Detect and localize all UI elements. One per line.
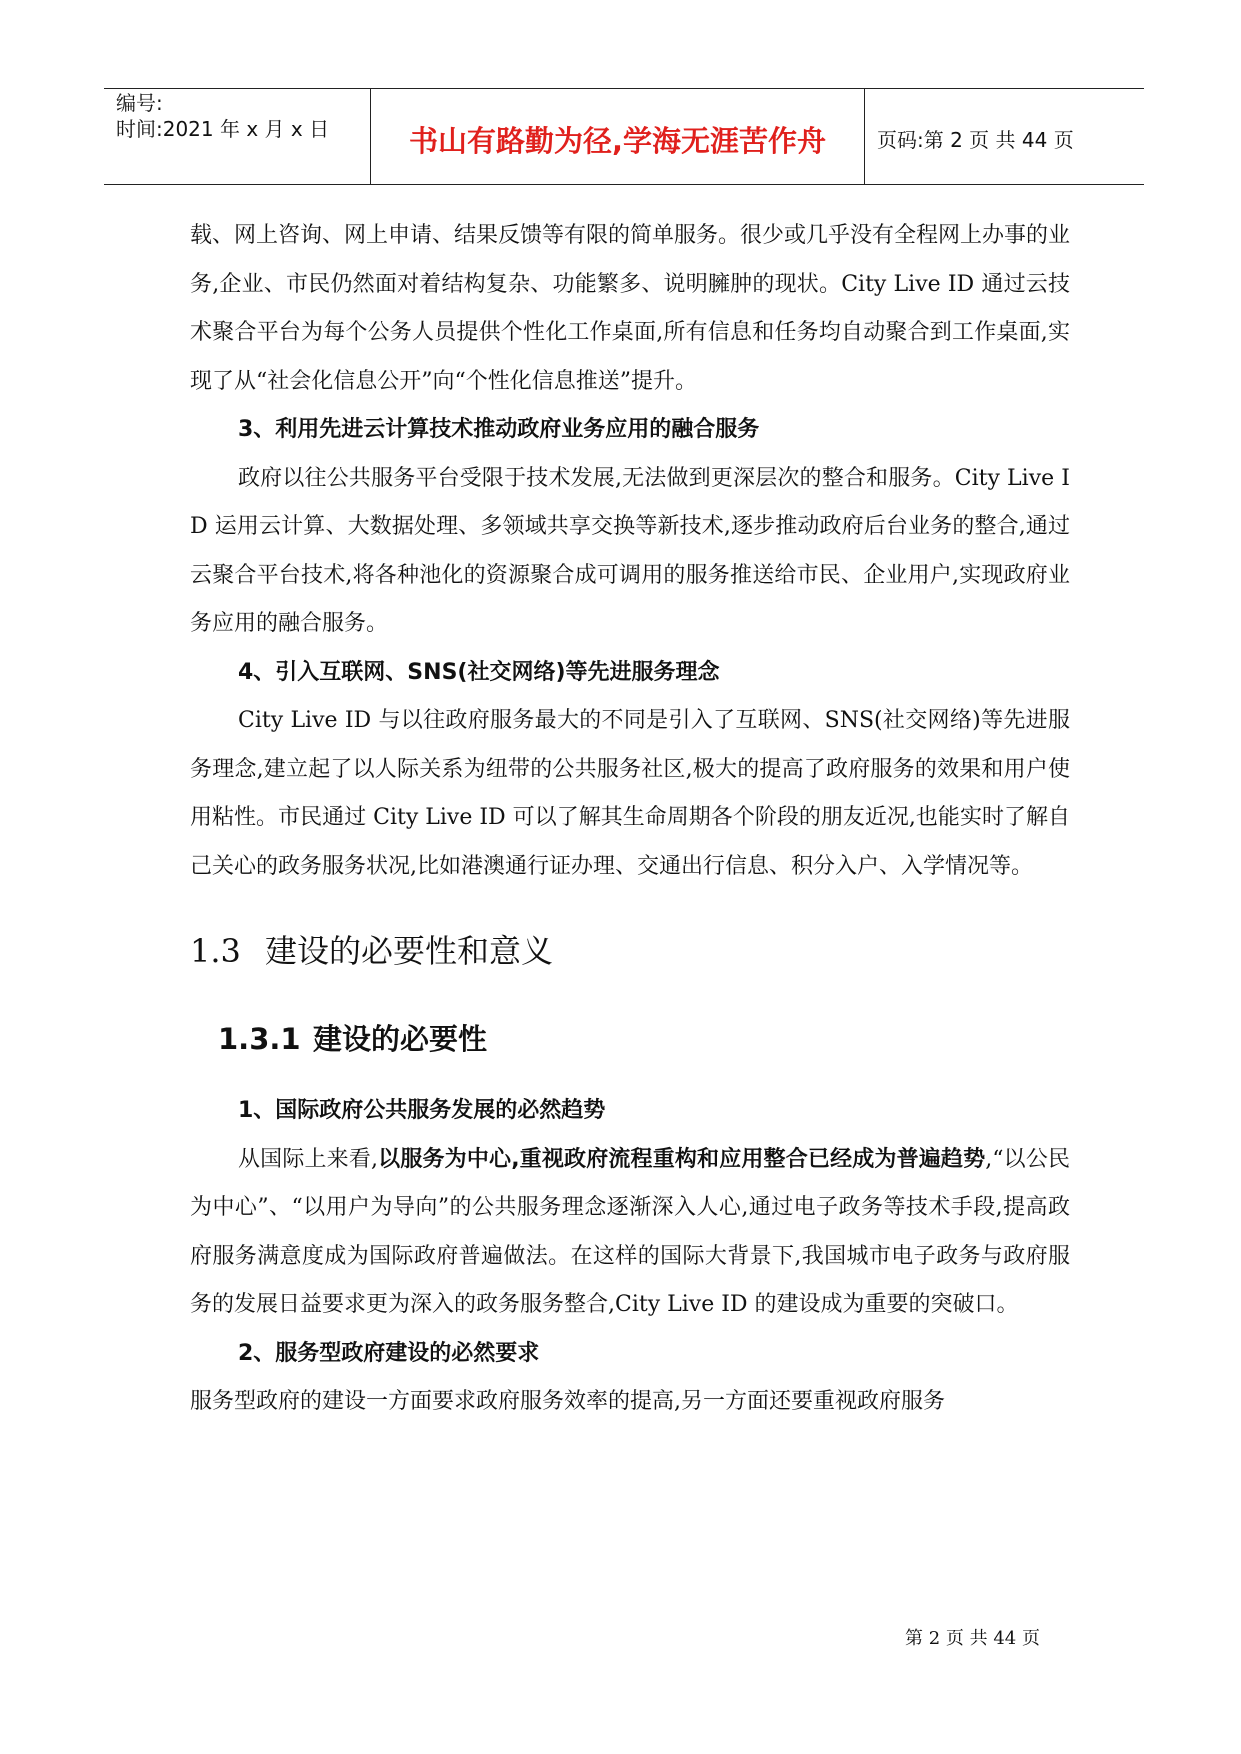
emphasis-text: 以服务为中心,重视政府流程重构和应用整合已经成为普遍趋势 xyxy=(378,1146,986,1172)
document-number-label: 编号: xyxy=(116,91,163,115)
subsection-number: 1.3.1 xyxy=(218,1022,301,1056)
header-motto: 书山有路勤为径,学海无涯苦作舟 xyxy=(408,124,827,158)
section-heading-1-3 xyxy=(190,921,1070,981)
paragraph-service-government: 服务型政府的建设一方面要求政府服务效率的提高,另一方面还要重视政府服务 xyxy=(190,1389,945,1414)
document-body xyxy=(190,212,1070,1427)
page-header xyxy=(104,88,1144,185)
subheading-2: 2、服务型政府建设的必然要求 xyxy=(238,1340,540,1366)
document-time-label: 时间:2021 年 x 月 x 日 xyxy=(116,117,330,141)
header-page-info: 页码:第 2 页 共 44 页 xyxy=(877,128,1074,152)
section-number: 1.3 xyxy=(190,932,241,970)
subheading-1: 1、国际政府公共服务发展的必然趋势 xyxy=(238,1098,606,1123)
header-page-cell xyxy=(865,89,1144,184)
subsection-title: 建设的必要性 xyxy=(313,1022,488,1056)
paragraph-continuation: 载、网上咨询、网上申请、结果反馈等有限的简单服务。很少或几乎没有全程网上办事的业务,企业、市民仍然面对着结构复杂、功能繁多、说明臃肿的现状。City Live ID 通过云技术聚合平台为每个公务人员提供个性化工作桌面,所有信息和任务均自动聚合到工作桌面,实现了从“社会化信息公开”向“个性化信息推送”提升。 xyxy=(190,223,1071,394)
header-meta-cell xyxy=(104,89,370,184)
subsection-heading-1-3-1 xyxy=(218,1009,1070,1069)
paragraph-sns: City Live ID 与以往政府服务最大的不同是引入了互联网、SNS(社交网络)等先进服务理念,建立起了以人际关系为纽带的公共服务社区,极大的提高了政府服务的效果和用户使用粘性。市民通过 City Live ID 可以了解其生命周期各个阶段的朋友近况,也能实时了解自己关心的政务服务状况,比如港澳通行证办理、交通出行信息、积分入户、入学情况等。 xyxy=(190,708,1070,879)
header-motto-cell xyxy=(370,89,865,184)
subheading-4: 4、引入互联网、SNS(社交网络)等先进服务理念 xyxy=(238,659,720,685)
paragraph-international-trend: 从国际上来看,以服务为中心,重视政府流程重构和应用整合已经成为普遍趋势,“以公民为中心”、“以用户为导向”的公共服务理念逐渐深入人心,通过电子政务等技术手段,提高政府服务满意度成为国际政府普遍做法。在这样的国际大背景下,我国城市电子政务与政府服务的发展日益要求更为深入的政务服务整合,City Live ID 的建设成为重要的突破口。 xyxy=(190,1146,1070,1317)
subheading-3: 3、利用先进云计算技术推动政府业务应用的融合服务 xyxy=(238,417,760,442)
page-footer: 第 2 页 共 44 页 xyxy=(905,1628,1040,1649)
section-title: 建设的必要性和意义 xyxy=(265,932,554,970)
paragraph-cloud-computing: 政府以往公共服务平台受限于技术发展,无法做到更深层次的整合和服务。City Live ID 运用云计算、大数据处理、多领域共享交换等新技术,逐步推动政府后台业务的整合,通过云聚合平台技术,将各种池化的资源聚合成可调用的服务推送给市民、企业用户,实现政府业务应用的融合服务。 xyxy=(190,465,1070,636)
